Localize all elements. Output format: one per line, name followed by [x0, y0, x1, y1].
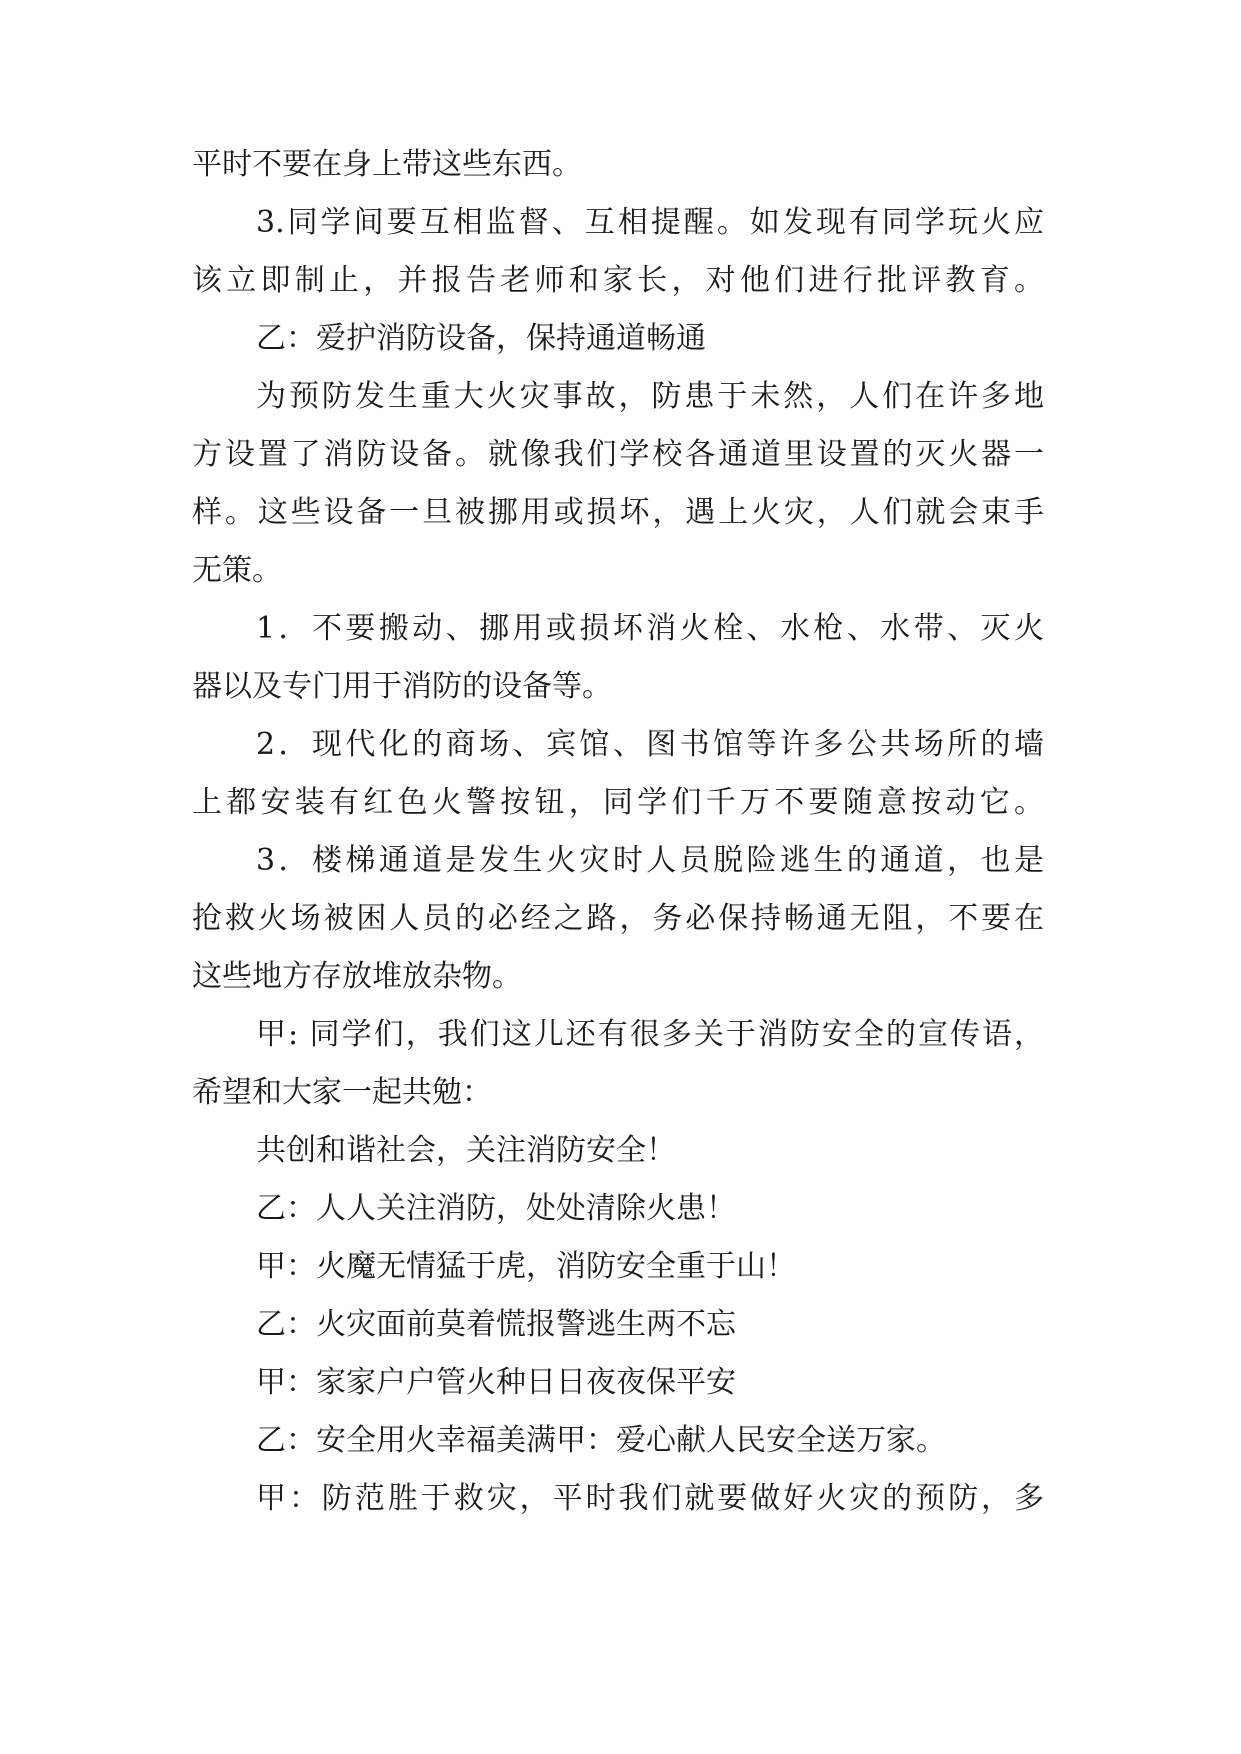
text-line: 甲：防范胜于救灾，平时我们就要做好火灾的预防，多 — [256, 1481, 1044, 1516]
text-line: 这些地方存放堆放杂物。 — [192, 959, 522, 994]
text-line: 乙：爱护消防设备，保持通道畅通 — [256, 321, 706, 356]
text-line: 样。这些设备一旦被挪用或损坏，遇上火灾，人们就会束手 — [192, 495, 1044, 530]
text-line: 该立即制止，并报告老师和家长，对他们进行批评教育。 — [192, 263, 1044, 298]
text-line: 为预防发生重大火灾事故，防患于未然，人们在许多地 — [256, 379, 1044, 414]
text-line: 乙：火灾面前莫着慌报警逃生两不忘 — [256, 1307, 736, 1342]
text-line: 乙：人人关注消防，处处清除火患！ — [256, 1191, 736, 1226]
text-line: 2．现代化的商场、宾馆、图书馆等许多公共场所的墙 — [256, 727, 1044, 762]
text-line: 甲: 同学们，我们这儿还有很多关于消防安全的宣传语， — [256, 1017, 1044, 1052]
text-line: 无策。 — [192, 553, 282, 588]
text-line: 希望和大家一起共勉： — [192, 1075, 492, 1110]
text-line: 共创和谐社会，关注消防安全！ — [256, 1133, 676, 1168]
text-line: 3.同学间要互相监督、互相提醒。如发现有同学玩火应 — [256, 205, 1044, 240]
text-line: 甲：家家户户管火种日日夜夜保平安 — [256, 1365, 736, 1400]
text-line: 器以及专门用于消防的设备等。 — [192, 669, 612, 704]
text-line: 3．楼梯通道是发生火灾时人员脱险逃生的通道，也是 — [256, 843, 1044, 878]
text-line: 平时不要在身上带这些东西。 — [192, 147, 582, 182]
text-line: 乙：安全用火幸福美满甲：爱心献人民安全送万家。 — [256, 1423, 946, 1458]
text-line: 甲：火魔无情猛于虎，消防安全重于山！ — [256, 1249, 796, 1284]
text-line: 抢救火场被困人员的必经之路，务必保持畅通无阻，不要在 — [192, 901, 1044, 936]
text-line: 方设置了消防设备。就像我们学校各通道里设置的灭火器一 — [192, 437, 1044, 472]
text-line: 上都安装有红色火警按钮，同学们千万不要随意按动它。 — [192, 785, 1044, 820]
text-line: 1．不要搬动、挪用或损坏消火栓、水枪、水带、灭火 — [256, 611, 1044, 646]
